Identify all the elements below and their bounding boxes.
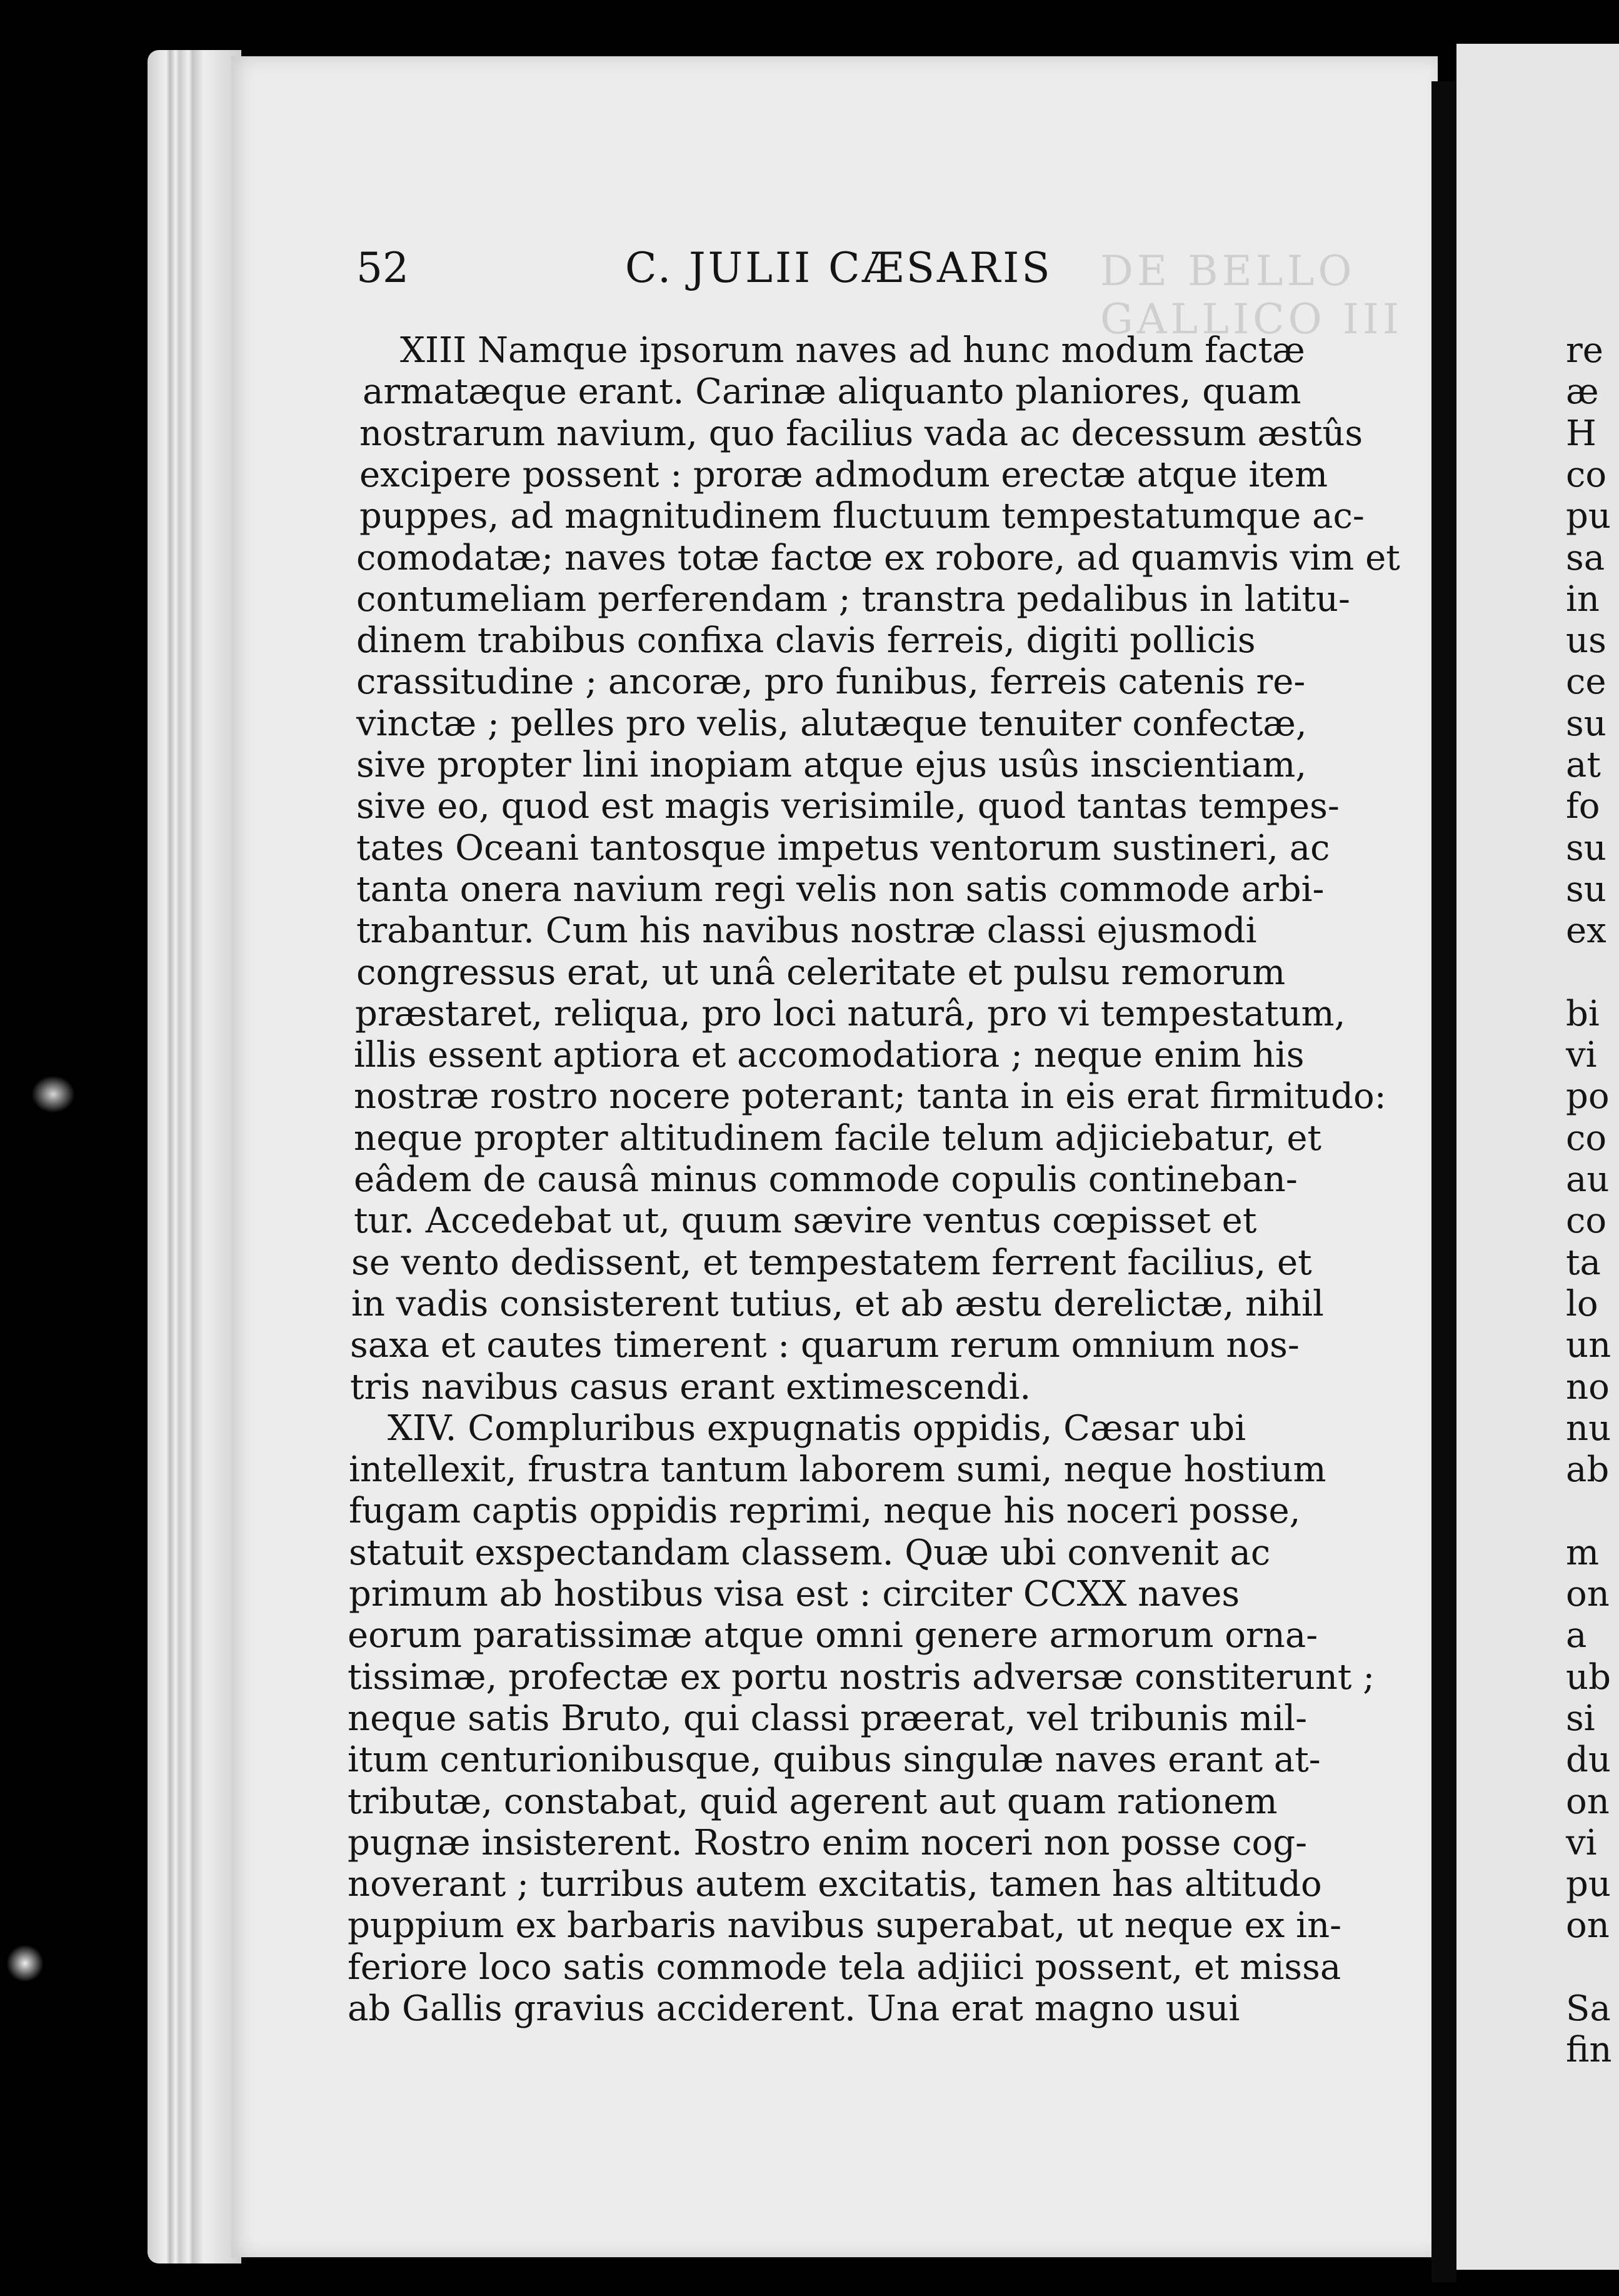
text-line: XIII Namque ipsorum naves ad hunc modum factæ [400, 330, 1305, 371]
right-page-fragment: co [1566, 454, 1607, 495]
right-page-fragment: pu [1566, 1864, 1611, 1905]
page-stack-edges [148, 50, 241, 2263]
right-page-fragment: us [1566, 620, 1606, 662]
text-line: eâdem de causâ minus commode copulis contineban- [354, 1159, 1298, 1200]
text-line: nostræ rostro nocere poterant; tanta in eis erat firmitudo: [354, 1076, 1386, 1117]
right-page-fragment: vi [1566, 1035, 1597, 1076]
text-line: se vento dedissent, et tempestatem ferrent facilius, et [351, 1242, 1312, 1283]
right-page-fragment: co [1566, 1201, 1607, 1242]
text-line: eorum paratissimæ atque omni genere armorum orna- [348, 1615, 1318, 1656]
right-page-fragment: si [1566, 1698, 1595, 1739]
text-line: statuit exspectandam classem. Quæ ubi convenit ac [349, 1532, 1271, 1573]
right-page-fragment: sa [1566, 537, 1605, 578]
text-line: sive propter lini inopiam atque ejus usûs inscientiam, [356, 745, 1307, 785]
right-page-fragment: re [1566, 330, 1603, 371]
text-line: neque satis Bruto, qui classi præerat, vel tribunis mil- [348, 1698, 1308, 1739]
right-page-fragment: a [1566, 1615, 1587, 1656]
text-line: in vadis consisterent tutius, et ab æstu derelictæ, nihil [351, 1283, 1324, 1324]
text-line: excipere possent : proræ admodum erectæ atque item [359, 454, 1328, 495]
text-line: tissimæ, profectæ ex portu nostris adversæ constiterunt ; [348, 1656, 1375, 1698]
right-page-fragment: ce [1566, 662, 1606, 703]
text-line: dinem trabibus confixa clavis ferreis, digiti pollicis [356, 620, 1256, 662]
right-page-fragment: m [1566, 1532, 1600, 1573]
right-page-fragment: co [1566, 1117, 1607, 1159]
right-page-fragment: at [1566, 745, 1601, 785]
text-line: tates Oceani tantosque impetus ventorum sustineri, ac [356, 827, 1330, 869]
text-line: vinctæ ; pelles pro velis, alutæque tenuiter confectæ, [356, 703, 1307, 744]
text-line: ab Gallis gravius acciderent. Una erat magno usui [348, 1988, 1240, 2029]
right-page-fragment: on [1566, 1905, 1610, 1946]
right-page-fragment: du [1566, 1740, 1611, 1781]
text-line: feriore loco satis commode tela adjiici possent, et missa [348, 1946, 1341, 1988]
text-line: saxa et cautes timerent : quarum rerum omnium nos- [350, 1325, 1300, 1366]
right-page-fragment: au [1566, 1159, 1610, 1200]
right-page-fragment: po [1566, 1076, 1610, 1117]
right-page-fragment: ta [1566, 1242, 1601, 1283]
text-line: armatæque erant. Carinæ aliquanto planiores, quam [363, 371, 1301, 413]
text-line: primum ab hostibus visa est : circiter CCXX naves [349, 1574, 1240, 1614]
right-page-fragment: su [1566, 869, 1606, 910]
text-line: tur. Accedebat ut, quum sævire ventus cœpisset et [354, 1201, 1257, 1242]
right-page-fragment: vi [1566, 1822, 1597, 1863]
text-line: tris navibus casus erant extimescendi. [350, 1366, 1031, 1407]
right-page-fragment: Sa [1566, 1988, 1611, 2029]
right-page-fragment: pu [1566, 496, 1611, 537]
right-page-fragment: in [1566, 578, 1600, 620]
text-line: contumeliam perferendam ; transtra pedalibus in latitu- [356, 578, 1350, 620]
right-page-fragment: su [1566, 703, 1606, 744]
right-page-fragment: un [1566, 1325, 1611, 1366]
page-number: 52 [356, 244, 409, 292]
running-title: C. JULII CÆSARIS [625, 244, 1053, 292]
text-line: tributæ, constabat, quid agerent aut quam rationem [348, 1781, 1278, 1822]
right-page-fragment: su [1566, 827, 1606, 869]
right-page-fragment: H [1566, 413, 1596, 454]
right-page-fragment: lo [1566, 1283, 1598, 1324]
text-line: tanta onera navium regi velis non satis commode arbi- [356, 869, 1325, 910]
text-line: nostrarum navium, quo facilius vada ac decessum æstûs [359, 413, 1363, 454]
right-page-fragment: ab [1566, 1449, 1610, 1491]
text-line: sive eo, quod est magis verisimile, quod tantas tempes- [356, 786, 1340, 827]
text-line: XIV. Compluribus expugnatis oppidis, Cæsar ubi [388, 1407, 1246, 1449]
right-page-fragment: ub [1566, 1656, 1611, 1698]
text-line: illis essent aptiora et accomodatiora ; neque enim his [354, 1035, 1305, 1076]
text-line: neque propter altitudinem facile telum adjiciebatur, et [354, 1117, 1321, 1159]
right-page-fragment: on [1566, 1781, 1610, 1822]
dust-speck [31, 1075, 75, 1113]
text-line: pugnæ insisterent. Rostro enim noceri non posse cog- [348, 1822, 1308, 1863]
dust-speck [6, 1945, 44, 1982]
right-page-fragment: ex [1566, 910, 1606, 952]
text-line: trabantur. Cum his navibus nostræ classi ejusmodi [356, 910, 1257, 952]
text-line: fugam captis oppidis reprimi, neque his noceri posse, [349, 1491, 1301, 1532]
page-header [356, 244, 1319, 294]
right-page-fragment: fo [1566, 786, 1600, 827]
book-gutter [1431, 81, 1456, 2282]
text-line: præstaret, reliqua, pro loci naturâ, pro vi tempestatum, [355, 993, 1346, 1034]
text-line: puppes, ad magnitudinem fluctuum tempestatumque ac- [359, 496, 1365, 537]
right-page-fragment: on [1566, 1574, 1610, 1614]
text-line: noverant ; turribus autem excitatis, tamen has altitudo [348, 1864, 1322, 1905]
right-page-fragment: fin [1566, 2030, 1612, 2071]
text-line: itum centurionibusque, quibus singulæ naves erant at- [348, 1740, 1321, 1781]
right-page-fragment: no [1566, 1366, 1610, 1407]
text-line: intellexit, frustra tantum laborem sumi, neque hostium [349, 1449, 1326, 1491]
right-page-fragment: æ [1566, 371, 1599, 413]
text-line: congressus erat, ut unâ celeritate et pulsu remorum [356, 952, 1286, 993]
right-page-fragment: bi [1566, 993, 1600, 1034]
right-page-fragment: nu [1566, 1407, 1611, 1449]
text-line: puppium ex barbaris navibus superabat, ut neque ex in- [348, 1905, 1342, 1946]
show-through-text: DE BELLO GALLICO III [1100, 247, 1403, 343]
text-line: crassitudine ; ancoræ, pro funibus, ferreis catenis re- [356, 662, 1306, 703]
text-line: comodatæ; naves totæ factœ ex robore, ad quamvis vim et [356, 537, 1400, 578]
